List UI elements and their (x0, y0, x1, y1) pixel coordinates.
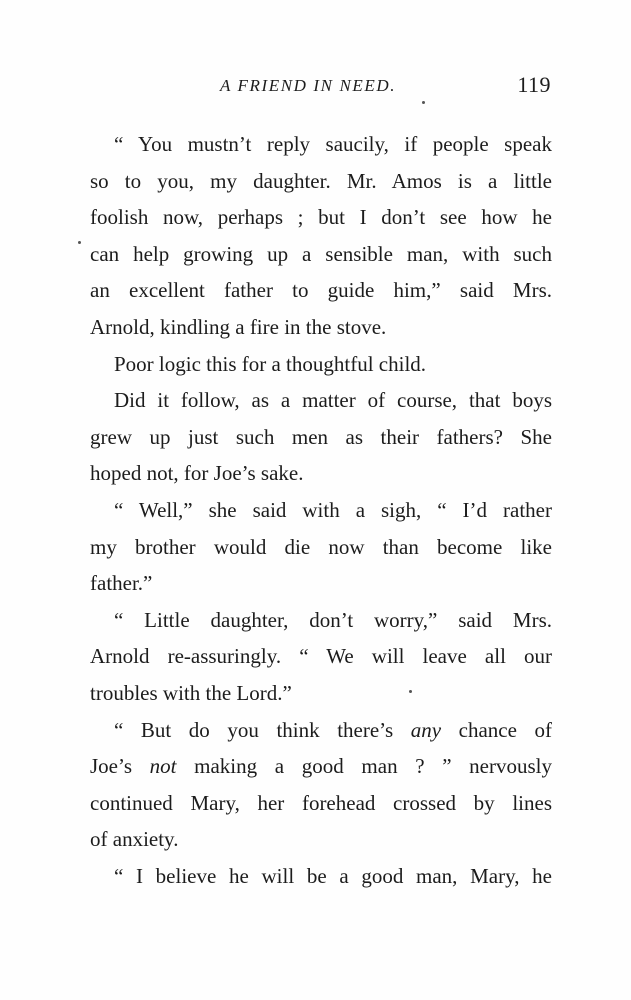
text-line: Joe’s not making a good man ? ” nervously (90, 754, 552, 779)
text-line: grew up just such men as their fathers? She (90, 424, 552, 449)
text-line: father.” (90, 571, 153, 596)
ink-speck (409, 690, 412, 693)
running-head (0, 66, 631, 106)
text-line: so to you, my daughter. Mr. Amos is a little (90, 168, 552, 193)
text-line: of anxiety. (90, 827, 179, 852)
text-line: “ But do you think there’s any chance of (114, 717, 552, 742)
text-line: foolish now, perhaps ; but I don’t see how he (90, 205, 552, 230)
page-number: 119 (517, 72, 551, 97)
text-line: Poor logic this for a thoughtful child. (114, 351, 427, 376)
text-line: my brother would die now than become like (90, 534, 552, 559)
text-line: “ Well,” she said with a sigh, “ I’d rather (114, 497, 552, 522)
text-line: continued Mary, her forehead crossed by lines (90, 790, 552, 815)
text-line: an excellent father to guide him,” said Mrs. (90, 278, 552, 303)
body-text (90, 126, 552, 894)
ink-speck (78, 241, 81, 244)
running-title: A FRIEND IN NEED. (220, 76, 397, 95)
text-line: Arnold re-assuringly. “ We will leave all our (90, 644, 552, 669)
ink-speck (422, 101, 425, 104)
text-line: can help growing up a sensible man, with such (90, 241, 552, 266)
text-line: Did it follow, as a matter of course, that boys (114, 388, 552, 413)
text-line: “ Little daughter, don’t worry,” said Mrs. (114, 607, 552, 632)
text-line: Arnold, kindling a fire in the stove. (90, 314, 387, 339)
text-line: “ I believe he will be a good man, Mary, he (114, 863, 552, 888)
text-line: troubles with the Lord.” (90, 680, 292, 705)
text-line: “ You mustn’t reply saucily, if people speak (114, 132, 552, 156)
text-line: hoped not, for Joe’s sake. (90, 461, 304, 486)
